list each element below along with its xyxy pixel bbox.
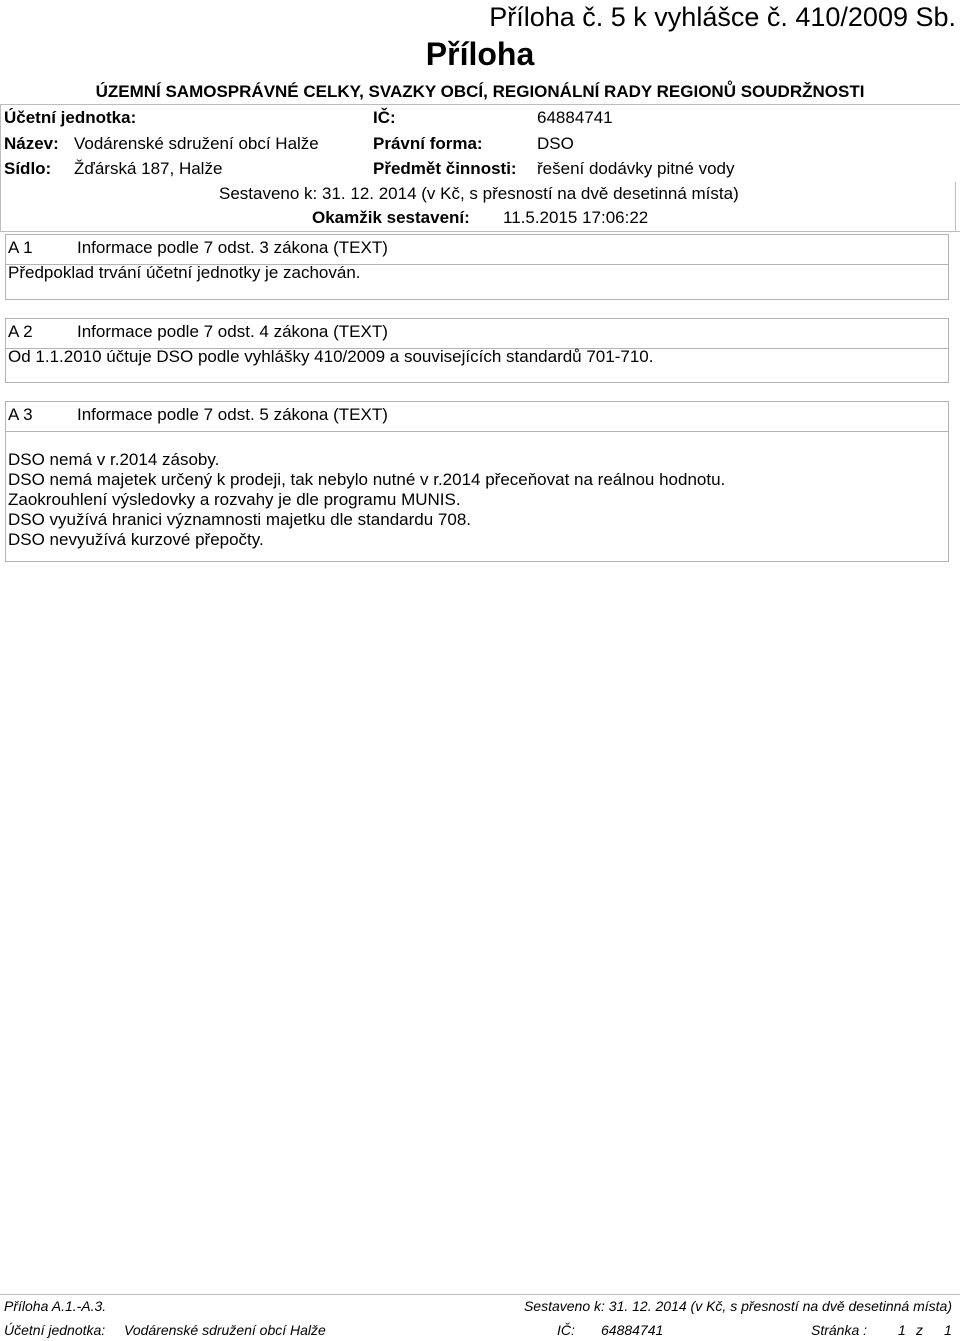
compiled-to: Sestaveno k: 31. 12. 2014 (v Kč, s přesností na dvě desetinná místa) [219, 184, 739, 203]
header-top-rule [0, 104, 960, 105]
header-bottom-rule [0, 231, 960, 232]
footer-entity-value: Vodárenské sdružení obcí Halže [124, 1322, 326, 1338]
header-left-rule [0, 104, 1, 232]
legal-form-label: Právní forma: [373, 134, 483, 153]
text-line: DSO nevyužívá kurzové přepočty. [8, 530, 264, 549]
text-line: DSO nemá v r.2014 zásoby. [8, 450, 220, 469]
footer-rule [0, 1294, 960, 1295]
footer-entity-label: Účetní jednotka: [4, 1322, 106, 1338]
document-title: Příloha [425, 36, 535, 72]
section-text [8, 263, 361, 283]
section-a3 [5, 401, 949, 562]
text-line: Zaokrouhlení výsledovky a rozvahy je dle programu MUNIS. [8, 490, 461, 509]
footer-ic-value: 64884741 [601, 1322, 664, 1338]
footer-page-total: 1 [944, 1322, 952, 1338]
ic-label: IČ: [373, 108, 396, 127]
header-right-rule [955, 182, 956, 232]
name-value: Vodárenské sdružení obcí Halže [74, 134, 319, 153]
entity-label: Účetní jednotka: [4, 108, 137, 127]
seat-label: Sídlo: [4, 159, 52, 178]
section-text [8, 450, 725, 550]
moment-label: Okamžik sestavení: [312, 208, 470, 227]
text-line: DSO nemá majetek určený k prodeji, tak nebylo nutné v r.2014 přeceňovat na reálnou hodnotu. [8, 470, 726, 489]
footer-ic-label: IČ: [557, 1322, 575, 1338]
text-line: Předpoklad trvání účetní jednotky je zachován. [8, 263, 361, 282]
document-category: ÚZEMNÍ SAMOSPRÁVNÉ CELKY, SVAZKY OBCÍ, REGIONÁLNÍ RADY REGIONŮ SOUDRŽNOSTI [95, 82, 865, 101]
moment-value: 11.5.2015 17:06:22 [503, 208, 649, 227]
legal-form-value: DSO [537, 134, 574, 153]
section-label: Informace podle 7 odst. 3 zákona (TEXT) [77, 238, 388, 257]
section-text [8, 347, 653, 367]
footer-section-ref: Příloha A.1.-A.3. [4, 1298, 107, 1314]
footer-compiled-to: Sestaveno k: 31. 12. 2014 (v Kč, s přesností na dvě desetinná místa) [523, 1298, 952, 1314]
footer-page-current: 1 [898, 1322, 906, 1338]
section-header [6, 319, 948, 349]
activity-value: řešení dodávky pitné vody [537, 159, 735, 178]
footer-page-of: z [916, 1322, 923, 1338]
activity-label: Předmět činnosti: [373, 159, 517, 178]
section-id: A 1 [8, 238, 33, 257]
section-id: A 2 [8, 322, 33, 341]
seat-value: Žďárská 187, Halže [74, 159, 223, 178]
name-label: Název: [4, 134, 59, 153]
section-a2 [5, 318, 949, 383]
text-line: Od 1.1.2010 účtuje DSO podle vyhlášky 410/2009 a souvisejících standardů 701-710. [8, 347, 654, 366]
section-id: A 3 [8, 405, 33, 424]
section-label: Informace podle 7 odst. 4 zákona (TEXT) [77, 322, 388, 341]
text-line: DSO využívá hranici významnosti majetku dle standardu 708. [8, 510, 472, 529]
section-header [6, 235, 948, 265]
ic-value: 64884741 [537, 108, 613, 127]
footer-page-label: Stránka : [811, 1322, 868, 1338]
section-a1 [5, 234, 949, 300]
document-reference: Příloha č. 5 k vyhlášce č. 410/2009 Sb. [489, 2, 956, 32]
section-label: Informace podle 7 odst. 5 zákona (TEXT) [77, 405, 388, 424]
section-header [6, 402, 948, 432]
